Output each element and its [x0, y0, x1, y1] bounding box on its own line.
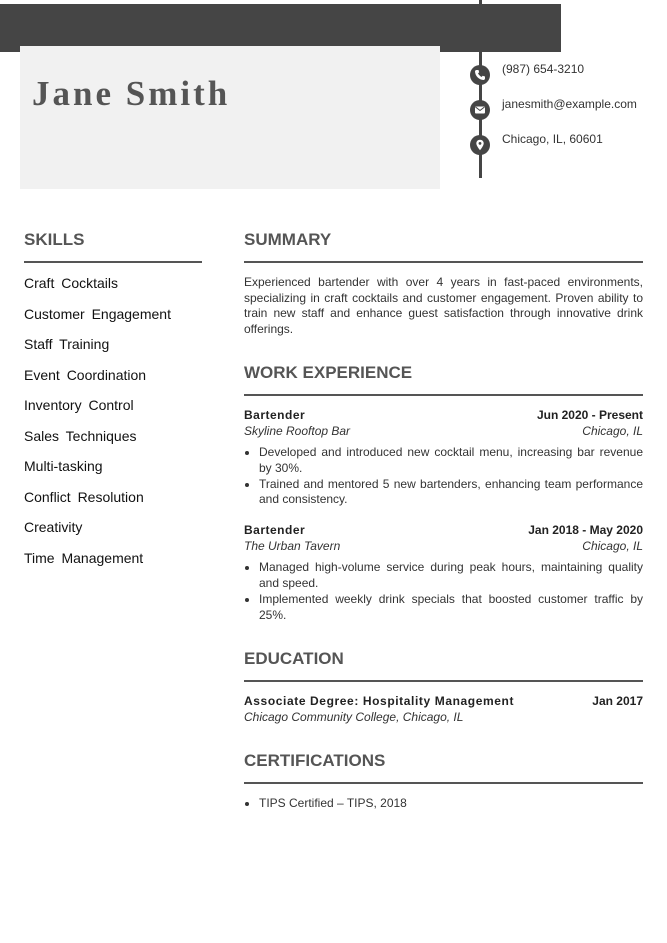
job-dates: Jun 2020 - Present: [536, 408, 643, 422]
location-text: Chicago, IL, 60601: [502, 132, 603, 146]
skills-list: [24, 275, 202, 580]
education-heading: EDUCATION: [244, 649, 344, 669]
summary-divider: [244, 261, 643, 263]
summary-text: Experienced bartender with over 4 years in fast-paced environments, specializing in craft cocktails and customer engagement. Proven ability to train new staff and enhance guest satisfaction through innovative drink offerings.: [244, 275, 643, 336]
skill-item: Inventory Control: [24, 397, 134, 413]
job-title: Bartender: [244, 408, 306, 422]
skill-item: Craft Cocktails: [24, 275, 119, 291]
job-entry: [244, 523, 643, 623]
skills-heading: SKILLS: [24, 230, 85, 249]
education-divider: [244, 680, 643, 682]
summary-section: [244, 230, 643, 337]
experience-divider: [244, 394, 643, 396]
main-column: [244, 230, 643, 812]
skill-item: Event Coordination: [24, 366, 147, 383]
certifications-heading: CERTIFICATIONS: [244, 751, 386, 771]
job-bullet: • Implemented weekly drink specials that boosted customer traffic by 25%.: [259, 592, 643, 624]
name-panel: [20, 46, 440, 189]
skills-section: [24, 230, 202, 580]
skill-item: Conflict Resolution: [24, 488, 144, 505]
job-dates: Jan 2018 - May 2020: [528, 523, 643, 538]
experience-heading: WORK EXPERIENCE: [244, 363, 413, 382]
skill-item: Sales Techniques: [24, 427, 137, 444]
job-company: The Urban Tavern: [244, 538, 341, 553]
email-address: janesmith@example.com: [502, 97, 637, 111]
skill-item: Staff Training: [24, 336, 110, 352]
certifications-list: [244, 796, 643, 812]
certification-item: • TIPS Certified – TIPS, 2018: [259, 796, 643, 812]
skill-item: Creativity: [24, 519, 83, 535]
phone-number: (987) 654-3210: [502, 62, 585, 76]
phone-icon: [470, 65, 490, 85]
summary-heading: SUMMARY: [244, 230, 332, 249]
job-bullet: • Trained and mentored 5 new bartenders, enhancing team performance and consistency.: [259, 477, 643, 509]
education-section: [244, 649, 643, 725]
candidate-name: Jane Smith: [32, 74, 231, 113]
degree-title: Associate Degree: Hospitality Management: [244, 694, 515, 709]
job-entry: [244, 408, 643, 508]
skills-divider: [24, 261, 202, 263]
job-title: Bartender: [244, 523, 306, 538]
school-name: Chicago Community College, Chicago, IL: [244, 709, 464, 724]
skill-item: Multi-tasking: [24, 458, 103, 474]
experience-section: [244, 363, 643, 623]
skill-item: Time Management: [24, 549, 144, 566]
location-pin-icon: [470, 135, 490, 155]
job-bullet: • Managed high-volume service during peak hours, maintaining quality and speed.: [259, 560, 643, 592]
job-company: Skyline Rooftop Bar: [244, 423, 351, 438]
job-location: Chicago, IL: [582, 538, 643, 553]
certifications-section: [244, 751, 643, 812]
certifications-divider: [244, 782, 643, 784]
job-bullet: • Developed and introduced new cocktail menu, increasing bar revenue by 30%.: [259, 445, 643, 477]
job-bullets: [244, 445, 643, 508]
graduation-date: Jan 2017: [592, 694, 643, 709]
header-bar: [0, 4, 561, 52]
email-icon: [470, 100, 490, 120]
skill-item: Customer Engagement: [24, 305, 171, 322]
job-bullets: [244, 560, 643, 623]
job-location: Chicago, IL: [582, 423, 643, 438]
